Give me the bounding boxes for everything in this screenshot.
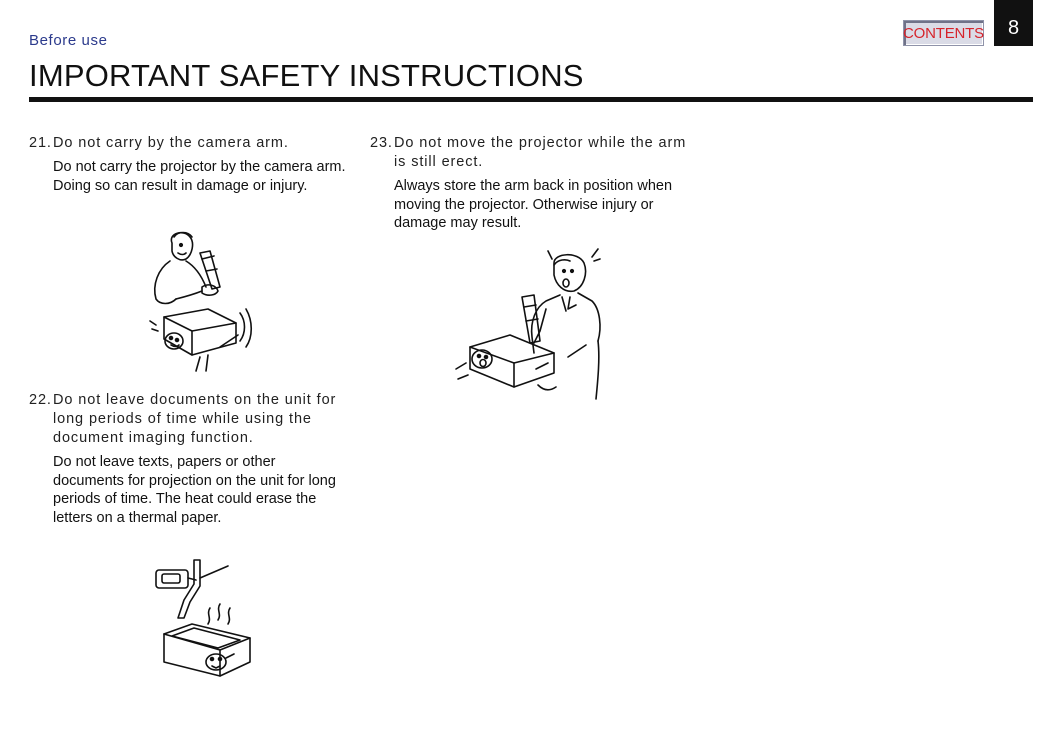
item-body-line: Doing so can result in damage or injury. [53,177,308,194]
instruction-item-22 [29,391,349,527]
item-title: Do not leave documents on the unit for long periods of time while using the document imaging function. [53,392,337,446]
item-number: 22. [29,392,52,408]
item-title: Do not carry by the camera arm. [53,135,289,151]
instruction-item-23 [370,134,695,233]
page-title: IMPORTANT SAFETY INSTRUCTIONS [29,58,584,93]
section-label: Before use [29,32,108,49]
item-title: Do not move the projector while the arm is still erect. [394,135,687,170]
moving-with-arm-erect-illustration [450,245,610,405]
title-divider [29,97,1033,102]
item-body [394,177,695,233]
carrying-by-arm-illustration [140,225,255,375]
item-body-line: Always store the arm back in position when moving the projector. Otherwise injury or damage may result. [394,178,673,231]
item-body [53,158,349,195]
item-body-line: Do not carry the projector by the camera arm. [53,159,346,175]
item-body-line: Do not leave texts, papers or other documents for projection on the unit for long periods of time. The heat could erase the letters on a thermal paper. [53,454,336,526]
item-number: 21. [29,135,52,151]
page-number: 8 [994,0,1033,46]
item-number: 23. [370,135,393,151]
document-heating-illustration [150,558,260,680]
instruction-item-21 [29,134,349,195]
contents-button[interactable]: CONTENTS [903,20,984,46]
item-body [53,453,349,527]
